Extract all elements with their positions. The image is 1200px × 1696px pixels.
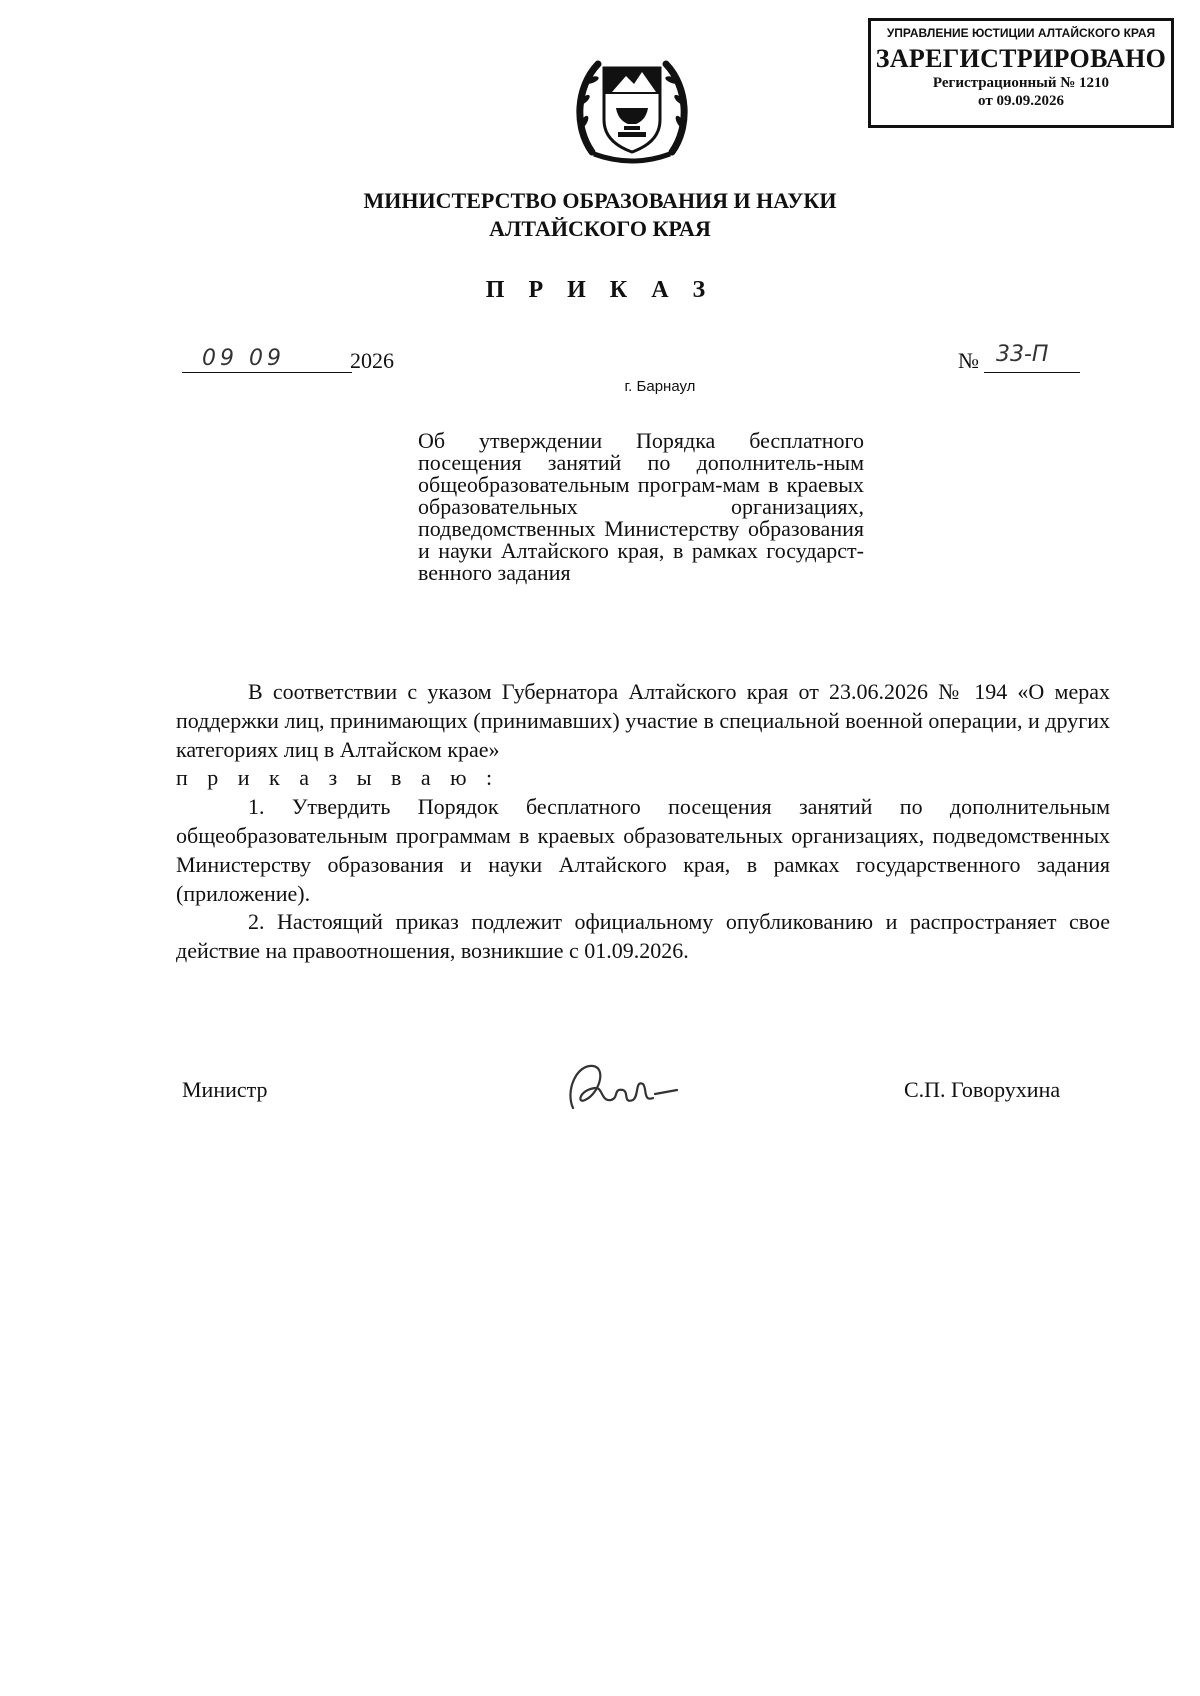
city: г. Барнаул xyxy=(624,378,696,395)
document-subject: Об утверждении Порядка бесплатного посещения занятий по дополнитель-ным общеобразовательным програм-мам в краевых образовательных организациях, подведомственных Министерству образования и науки Алтайского края, в рамках государст-венного задания xyxy=(418,428,864,585)
handwritten-signature-icon xyxy=(555,1050,685,1120)
ministry-line-1: МИНИСТЕРСТВО ОБРАЗОВАНИЯ И НАУКИ xyxy=(363,188,837,213)
ministry-heading xyxy=(300,187,900,243)
altai-krai-coat-of-arms-icon xyxy=(572,42,692,172)
handwritten-date: 09 09 xyxy=(202,346,285,371)
order-item-2: 2. Настоящий приказ подлежит официальному опубликованию и распространяет свое действие на правоотношения, возникшие с 01.09.2026. xyxy=(176,909,1110,964)
stamp-registration-date: от 09.09.2026 xyxy=(978,93,1064,109)
document-type: П Р И К А З xyxy=(485,277,715,303)
order-item-1: 1. Утвердить Порядок бесплатного посещения занятий по дополнительным общеобразовательным программам в краевых образовательных организациях, подведомственных Министерству образования и науки Алтайского края, в рамках государственного задания (приложение). xyxy=(176,794,1110,906)
signer-title: Министр xyxy=(182,1077,268,1102)
document-body xyxy=(176,678,1110,966)
handwritten-number: 33-П xyxy=(996,342,1049,367)
ministry-line-2: АЛТАЙСКОГО КРАЯ xyxy=(489,216,711,241)
number-label: № xyxy=(958,348,979,373)
registration-stamp xyxy=(868,18,1174,128)
signer-name: С.П. Говорухина xyxy=(904,1077,1061,1102)
order-word: п р и к а з ы в а ю : xyxy=(176,765,500,791)
document-year: 2026 xyxy=(350,348,394,373)
stamp-registration-number: Регистрационный № 1210 xyxy=(932,75,1110,91)
number-underline xyxy=(984,372,1080,373)
stamp-organization: УПРАВЛЕНИЕ ЮСТИЦИИ АЛТАЙСКОГО КРАЯ xyxy=(886,26,1156,40)
stamp-status: ЗАРЕГИСТРИРОВАНО xyxy=(875,44,1167,73)
preamble-paragraph: В соответствии с указом Губернатора Алтайского края от 23.06.2026 № 194 «О мерах поддержки лиц, принимающих (принимавших) участие в специальной военной операции, и других категориях лиц в Алтайском крае» xyxy=(176,679,1110,762)
